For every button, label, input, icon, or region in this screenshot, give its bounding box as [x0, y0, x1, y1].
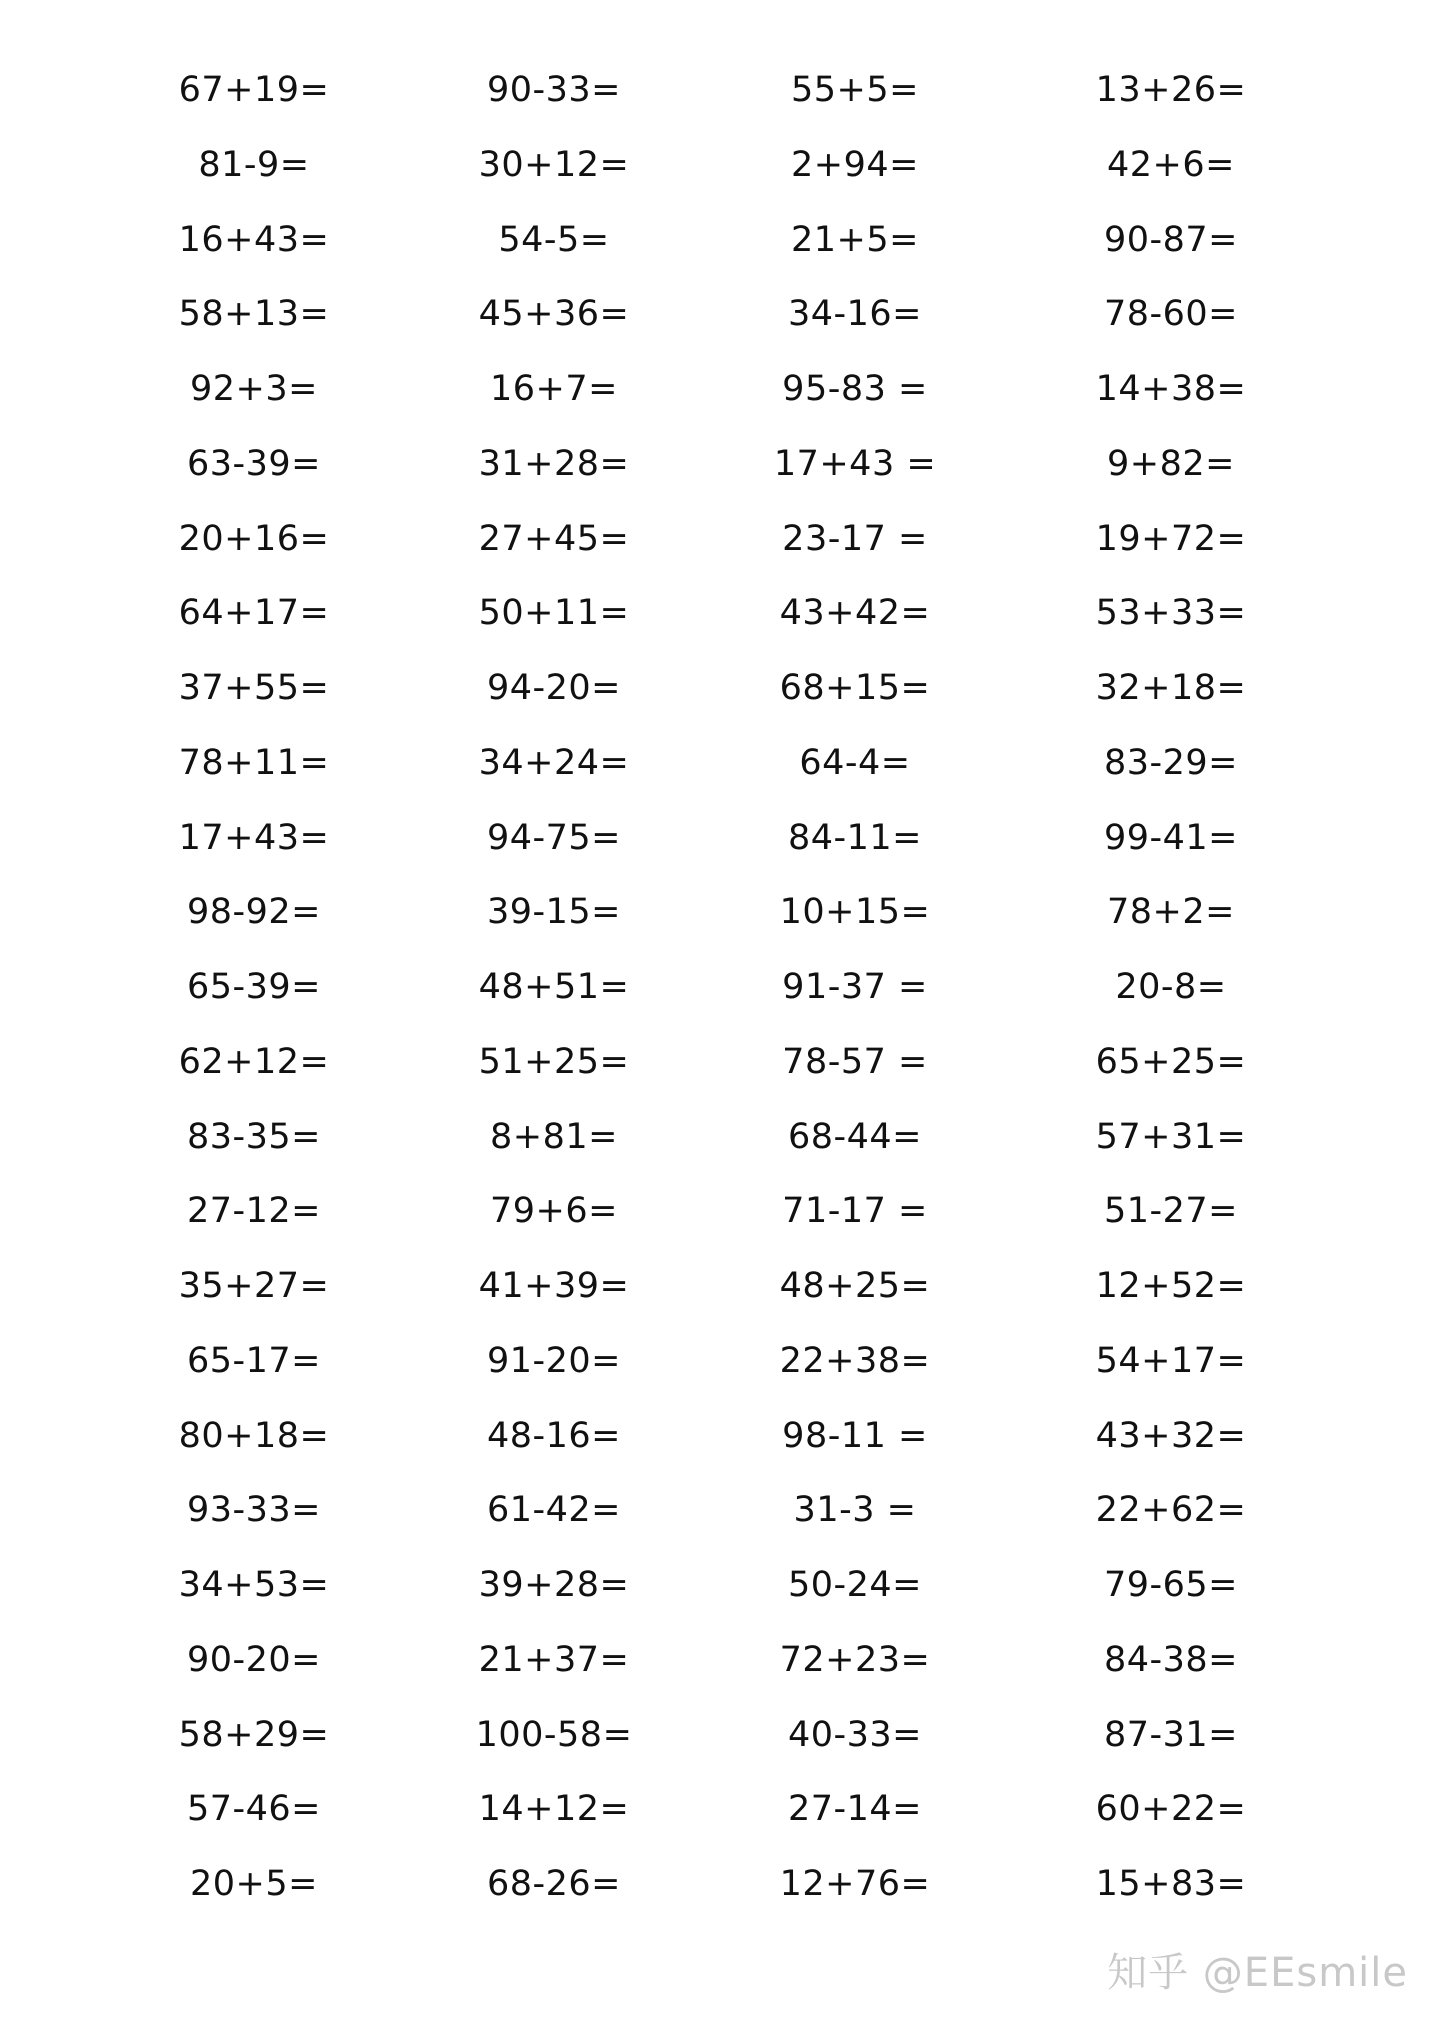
- math-problem: 87-31=: [1103, 1714, 1239, 1755]
- math-problem: 43+42=: [779, 593, 931, 634]
- math-problem: 14+38=: [1095, 369, 1247, 409]
- math-problem: 37+55=: [178, 668, 330, 708]
- math-problem: 50+11=: [478, 593, 630, 634]
- math-problem: 72+23=: [779, 1639, 931, 1680]
- math-problem: 21+37=: [478, 1639, 630, 1680]
- math-problem: 90-20=: [186, 1639, 322, 1680]
- math-problem: 64-4=: [799, 742, 911, 783]
- math-problem: 65+25=: [1095, 1041, 1247, 1082]
- math-problem: 8+81=: [490, 1116, 618, 1157]
- math-problem: 41+39=: [478, 1266, 630, 1306]
- math-problem: 62+12=: [178, 1041, 330, 1082]
- math-problem: 99-41=: [1103, 817, 1239, 858]
- math-problem: 58+13=: [178, 294, 330, 335]
- math-problem: 27+45=: [478, 518, 630, 559]
- math-problem: 45+36=: [478, 294, 630, 335]
- math-problem: 14+12=: [478, 1789, 630, 1830]
- math-problem: 68+15=: [779, 668, 931, 708]
- math-problem: 27-12=: [186, 1191, 322, 1232]
- math-problem: 16+7=: [490, 369, 618, 409]
- math-problem: 95-83 =: [782, 369, 928, 409]
- math-problem: 91-37 =: [782, 967, 928, 1007]
- math-problem: 32+18=: [1095, 668, 1247, 708]
- math-problem: 48-16=: [486, 1415, 622, 1456]
- math-problem: 55+5=: [791, 70, 919, 110]
- math-problem: 20+5=: [190, 1864, 318, 1904]
- math-problem: 81-9=: [198, 144, 310, 185]
- math-problem: 31+28=: [478, 443, 630, 484]
- math-problem: 50-24=: [787, 1565, 923, 1605]
- math-problem: 71-17 =: [782, 1191, 928, 1232]
- math-problem: 64+17=: [178, 593, 330, 634]
- math-problem: 19+72=: [1095, 518, 1247, 559]
- math-problem: 15+83=: [1095, 1864, 1247, 1904]
- math-problem: 48+51=: [478, 967, 630, 1007]
- math-problem: 54+17=: [1095, 1340, 1247, 1381]
- math-problem: 39-15=: [486, 892, 622, 933]
- math-problem: 58+29=: [178, 1714, 330, 1755]
- math-problem: 27-14=: [787, 1789, 923, 1830]
- math-problem: 83-35=: [186, 1116, 322, 1157]
- math-problem: 78-57 =: [782, 1041, 928, 1082]
- math-problem: 30+12=: [478, 144, 630, 185]
- math-problem: 53+33=: [1095, 593, 1247, 634]
- math-problem: 23-17 =: [782, 518, 928, 559]
- watermark-text: 知乎 @EEsmile: [1107, 1950, 1408, 1996]
- math-problem: 98-11 =: [782, 1415, 928, 1456]
- math-problem: 94-75=: [486, 817, 622, 858]
- math-problem: 2+94=: [791, 144, 919, 185]
- math-problem: 60+22=: [1095, 1789, 1247, 1830]
- math-problem: 80+18=: [178, 1415, 330, 1456]
- math-problem: 93-33=: [186, 1490, 322, 1531]
- math-problem: 57-46=: [186, 1789, 322, 1830]
- math-problem: 34+53=: [178, 1565, 330, 1605]
- math-problem: 54-5=: [498, 219, 610, 260]
- math-problem: 21+5=: [791, 219, 919, 260]
- math-problem: 39+28=: [478, 1565, 630, 1605]
- math-problem: 79+6=: [490, 1191, 618, 1232]
- math-problem: 17+43 =: [773, 443, 937, 484]
- math-problem: 17+43=: [178, 817, 330, 858]
- math-problem: 42+6=: [1107, 144, 1235, 185]
- math-problem: 16+43=: [178, 219, 330, 260]
- math-problem: 22+62=: [1095, 1490, 1247, 1531]
- math-problem: 48+25=: [779, 1266, 931, 1306]
- math-problem: 100-58=: [475, 1714, 633, 1755]
- math-problem: 78+2=: [1107, 892, 1235, 933]
- math-problem: 65-39=: [186, 967, 322, 1007]
- math-problem: 34+24=: [478, 742, 630, 783]
- math-problem: 13+26=: [1095, 70, 1247, 110]
- math-problem: 9+82=: [1107, 443, 1235, 484]
- math-problem: 84-11=: [787, 817, 923, 858]
- math-problem: 51+25=: [478, 1041, 630, 1082]
- math-problem: 91-20=: [486, 1340, 622, 1381]
- math-problem: 12+76=: [779, 1864, 931, 1904]
- math-problem: 68-26=: [486, 1864, 622, 1904]
- math-problem: 67+19=: [178, 70, 330, 110]
- math-problem: 35+27=: [178, 1266, 330, 1306]
- math-problem: 34-16=: [787, 294, 923, 335]
- math-problem: 20+16=: [178, 518, 330, 559]
- math-problem: 92+3=: [190, 369, 318, 409]
- math-problem: 61-42=: [486, 1490, 622, 1531]
- math-problem: 78-60=: [1103, 294, 1239, 335]
- math-problem: 10+15=: [779, 892, 931, 933]
- math-problem: 94-20=: [486, 668, 622, 708]
- math-problem: 84-38=: [1103, 1639, 1239, 1680]
- math-problem: 57+31=: [1095, 1116, 1247, 1157]
- math-problem: 22+38=: [779, 1340, 931, 1381]
- math-problem: 68-44=: [787, 1116, 923, 1157]
- math-problem: 31-3 =: [793, 1490, 917, 1531]
- math-problem: 90-33=: [486, 70, 622, 110]
- math-problem: 78+11=: [178, 742, 330, 783]
- math-problem: 63-39=: [186, 443, 322, 484]
- math-problem: 20-8=: [1115, 967, 1227, 1007]
- math-problem: 79-65=: [1103, 1565, 1239, 1605]
- math-problem: 51-27=: [1103, 1191, 1239, 1232]
- math-problem: 65-17=: [186, 1340, 322, 1381]
- math-problem: 83-29=: [1103, 742, 1239, 783]
- math-problem: 43+32=: [1095, 1415, 1247, 1456]
- math-problem: 12+52=: [1095, 1266, 1247, 1306]
- math-problem: 90-87=: [1103, 219, 1239, 260]
- math-problem: 98-92=: [186, 892, 322, 933]
- math-problem: 40-33=: [787, 1714, 923, 1755]
